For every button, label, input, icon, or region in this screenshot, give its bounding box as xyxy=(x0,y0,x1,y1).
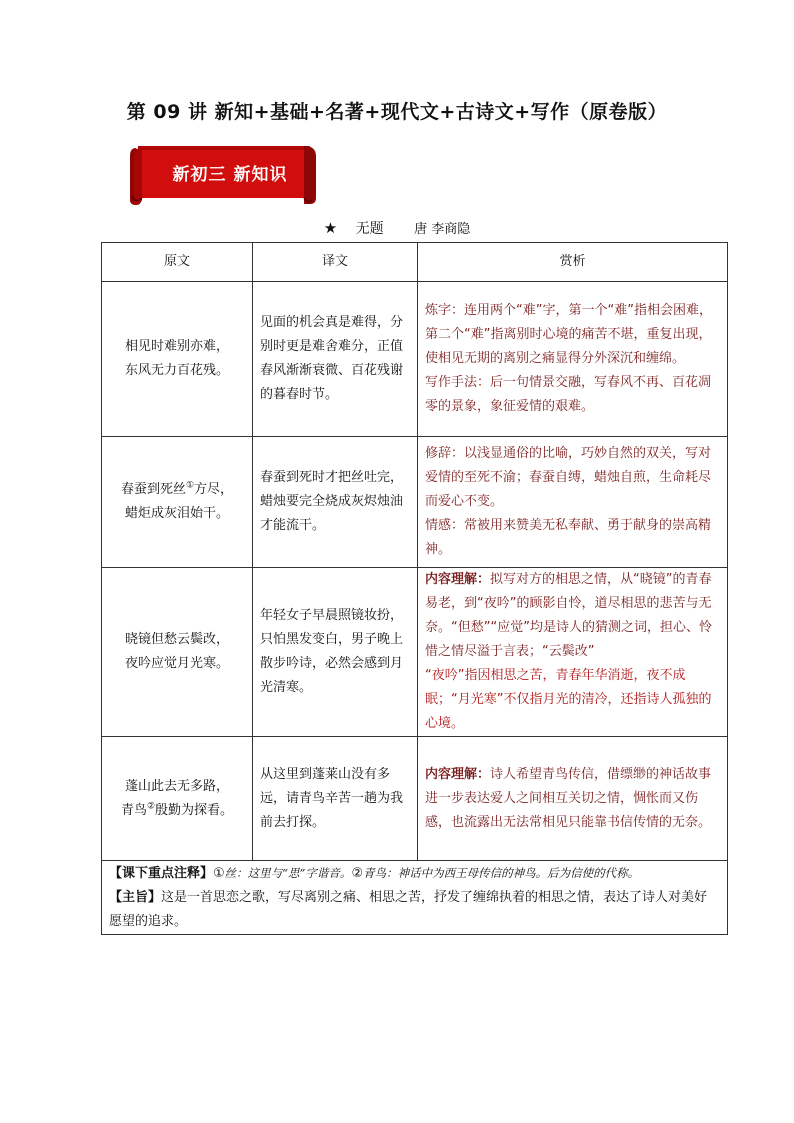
star-icon: ★ xyxy=(323,219,338,237)
analysis-cell: 修辞：以浅显通俗的比喻，巧妙自然的双关，写对爱情的至死不渝；春蚕自缚，蜡烛自煎，生命耗尽而爱心不变。 情感：常被用来赞美无私奉献、勇于献身的崇高精神。 xyxy=(418,437,728,568)
table-row xyxy=(102,737,728,861)
translation-cell: 见面的机会真是难得，分别时更是难舍难分，正值春风渐渐衰微、百花残谢的暮春时节。 xyxy=(253,282,418,437)
poem-author: 唐 李商隐 xyxy=(414,222,471,237)
poem-heading xyxy=(0,218,794,238)
original-cell: 蓬山此去无多路， 青鸟②殷勤为探看。 xyxy=(102,737,253,861)
table-row xyxy=(102,282,728,437)
notes-row xyxy=(102,861,728,935)
table-header-row xyxy=(102,243,728,282)
analysis-cell: 内容理解：拟写对方的相思之情，从“晓镜”的青春易老，到“夜吟”的顾影自怜，道尽相思的悲苦与无奈。“但愁”“应觉”均是诗人的猜测之词，担心、怜惜之情尽溢于言表；“云鬓改” “夜吟”指因相思之苦，青春年华消逝，夜不成眠；“月光寒”不仅指月光的清冷，还指诗人孤独的心境。 xyxy=(418,568,728,737)
theme-summary: 【主旨】这是一首思恋之歌，写尽离别之痛、相思之苦，抒发了缠绵执着的相思之情，表达了诗人对美好愿望的追求。 xyxy=(109,890,708,929)
annotation-notes: 【课下重点注释】①丝：这里与“思”字谐音。②青鸟：神话中为西王母传信的神鸟。后为信使的代称。 xyxy=(109,866,640,881)
poem-table xyxy=(101,242,728,935)
original-cell: 相见时难别亦难， 东风无力百花残。 xyxy=(102,282,253,437)
poem-name: 无题 xyxy=(355,221,384,237)
header-translation: 译文 xyxy=(253,243,418,282)
header-analysis: 赏析 xyxy=(418,243,728,282)
header-original: 原文 xyxy=(102,243,253,282)
translation-cell: 年轻女子早晨照镜妆扮，只怕黑发变白，男子晚上散步吟诗，必然会感到月光清寒。 xyxy=(253,568,418,737)
original-cell: 春蚕到死丝①方尽， 蜡炬成灰泪始干。 xyxy=(102,437,253,568)
notes-cell xyxy=(102,861,728,935)
banner-label: 新初三 新知识 xyxy=(172,165,288,185)
translation-cell: 春蚕到死时才把丝吐完，蜡烛要完全烧成灰烬烛油才能流干。 xyxy=(253,437,418,568)
analysis-cell: 炼字：连用两个“难”字，第一个“难”指相会困难，第二个“难”指离别时心境的痛苦不堪，重复出现，使相见无期的离别之痛显得分外深沉和缠绵。 写作手法：后一句情景交融，写春风不再、百花凋零的景象，象征爱情的艰难。 xyxy=(418,282,728,437)
translation-cell: 从这里到蓬莱山没有多远，请青鸟辛苦一趟为我前去打探。 xyxy=(253,737,418,861)
page-title: 第 09 讲 新知+基础+名著+现代文+古诗文+写作（原卷版） xyxy=(126,101,668,123)
section-banner xyxy=(128,142,318,206)
original-cell: 晓镜但愁云鬓改， 夜吟应觉月光寒。 xyxy=(102,568,253,737)
analysis-cell: 内容理解：诗人希望青鸟传信，借缥缈的神话故事进一步表达爱人之间相互关切之情，惆怅而又伤感，也流露出无法常相见只能靠书信传情的无奈。 xyxy=(418,737,728,861)
table-row xyxy=(102,568,728,737)
table-row xyxy=(102,437,728,568)
